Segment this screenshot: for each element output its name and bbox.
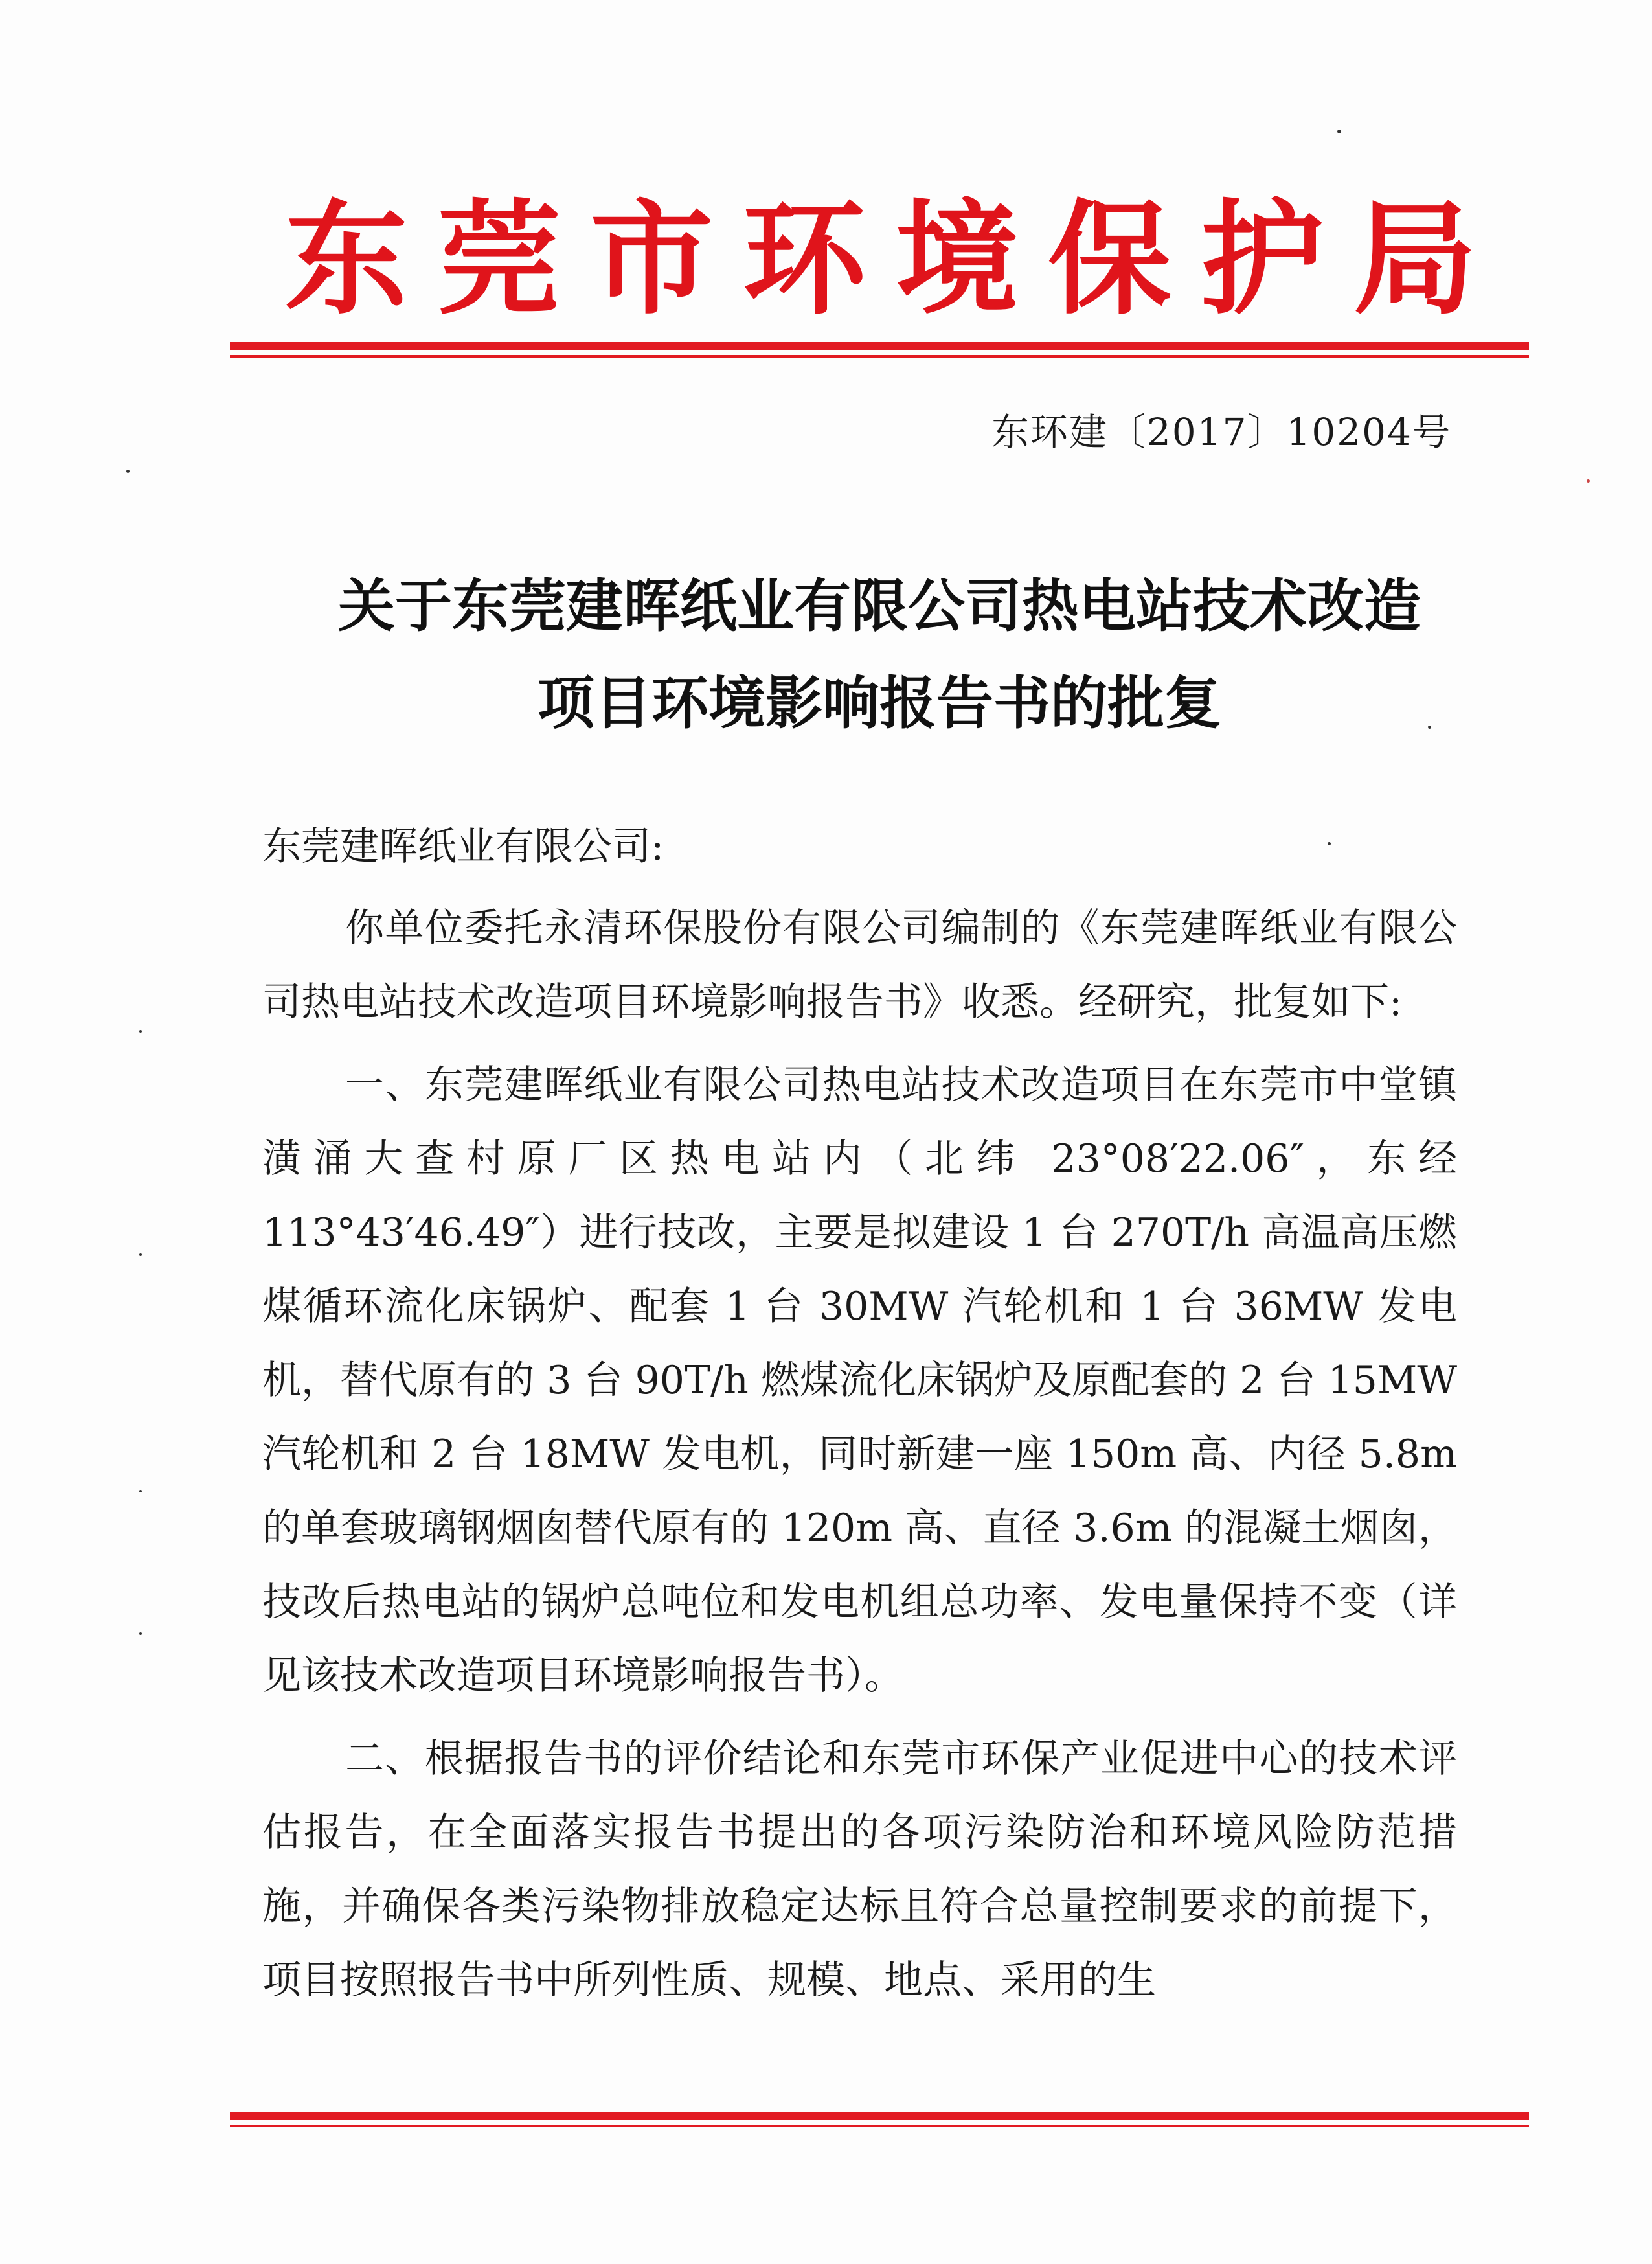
scan-speck	[1587, 479, 1590, 483]
letterhead-char: 莞	[437, 187, 561, 331]
addressee: 东莞建晖纸业有限公司:	[262, 824, 664, 869]
scan-speck	[1337, 130, 1341, 133]
letterhead-char: 局	[1353, 187, 1477, 331]
footer-divider-thin	[230, 2125, 1529, 2127]
letterhead-char: 市	[590, 187, 714, 331]
document-title	[230, 557, 1529, 751]
document-body	[262, 810, 1457, 2017]
letterhead-char: 境	[895, 187, 1019, 331]
letterhead-divider-thick	[230, 342, 1529, 350]
paragraph-item-2: 二、根据报告书的评价结论和东莞市环保产业促进中心的技术评估报告，在全面落实报告书提出的各项污染防治和环境风险防范措施，并确保各类污染物排放稳定达标且符合总量控制要求的前提下，项目按照报告书中所列性质、规模、地点、采用的生	[262, 1736, 1457, 2003]
scan-speck	[139, 1030, 142, 1033]
letterhead-char: 东	[285, 187, 409, 331]
scan-speck	[1328, 842, 1331, 845]
scan-speck	[139, 1632, 142, 1635]
scan-speck	[139, 1253, 142, 1256]
letterhead-char: 保	[1048, 187, 1171, 331]
letterhead	[285, 185, 1477, 334]
scan-speck	[126, 470, 130, 473]
title-line-1: 关于东莞建晖纸业有限公司热电站技术改造	[337, 572, 1421, 639]
letterhead-char: 护	[1201, 187, 1324, 331]
document-number: 东环建〔2017〕10204号	[991, 410, 1451, 454]
footer-divider-thick	[230, 2112, 1529, 2120]
paragraph-item-1: 一、东莞建晖纸业有限公司热电站技术改造项目在东莞市中堂镇潢涌大查村原厂区热电站内（北纬 23°08′22.06″，东经 113°43′46.49″）进行技改，主要是拟建设 1 台 270T/h 高温高压燃煤循环流化床锅炉、配套 1 台 30MW 汽轮机和 1 台 36MW 发电机，替代原有的 3 台 90T/h 燃煤流化床锅炉及原配套的 2 台 15MW 汽轮机和 2 台 18MW 发电机，同时新建一座 150m 高、内径 5.8m 的单套玻璃钢烟囱替代原有的 120m 高、直径 3.6m 的混凝土烟囱，技改后热电站的锅炉总吨位和发电机组总功率、发电量保持不变（详见该技术改造项目环境影响报告书）。	[262, 1062, 1457, 1698]
scan-speck	[1428, 726, 1431, 729]
title-line-2: 项目环境影响报告书的批复	[537, 669, 1221, 737]
intro-paragraph: 你单位委托永清环保股份有限公司编制的《东莞建晖纸业有限公司热电站技术改造项目环境影响报告书》收悉。经研究，批复如下:	[262, 906, 1457, 1025]
letterhead-char: 环	[743, 187, 866, 331]
letterhead-divider-thin	[230, 355, 1529, 358]
scan-speck	[139, 1490, 142, 1492]
